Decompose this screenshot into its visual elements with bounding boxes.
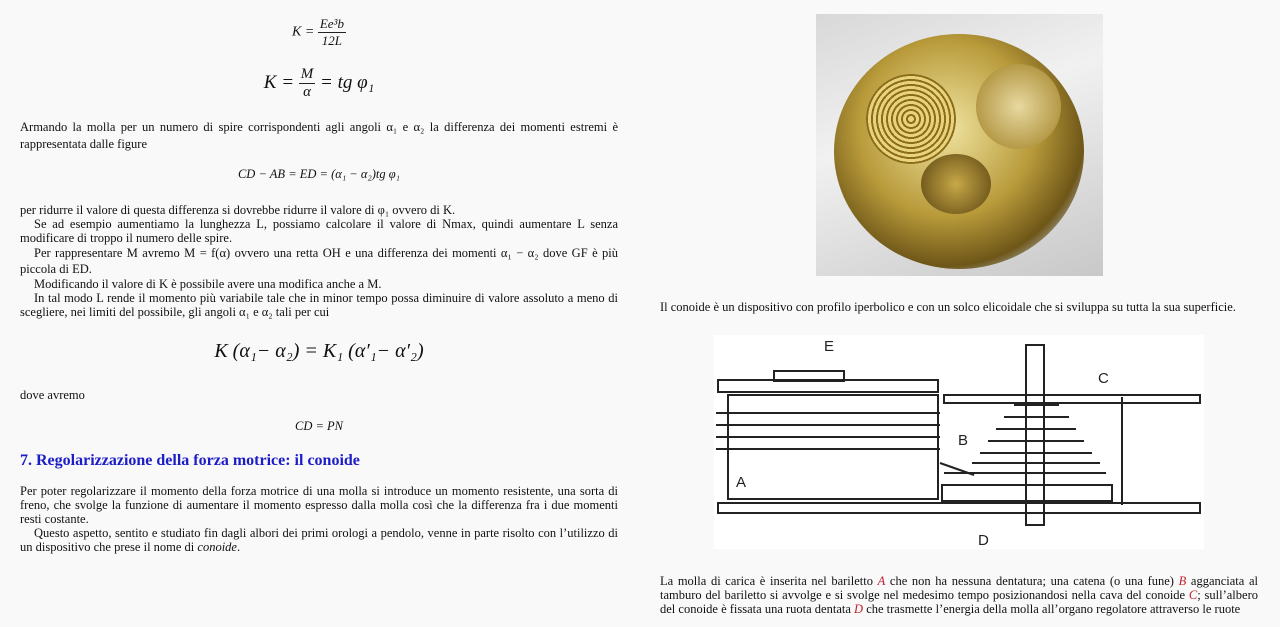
right-plate (944, 395, 1200, 403)
label-ref: B (1178, 574, 1187, 588)
text: La molla di carica è inserita nel bariletto (660, 574, 878, 588)
text: che trasmette l’energia della molla all’organo regolatore attraverso le ruote (863, 602, 1241, 616)
formula-rhs: = tg φ₁ (320, 71, 375, 93)
term: conoide (197, 540, 237, 554)
formula-k (20, 16, 618, 49)
bottom-plate (718, 503, 1200, 513)
label-ref: C (1188, 588, 1198, 602)
label-d: D (978, 532, 989, 549)
numerator: Ee³b (319, 16, 344, 31)
label-e: E (824, 338, 835, 355)
label-ref: A (877, 574, 886, 588)
label-ref: D (854, 602, 864, 616)
text: . (236, 540, 241, 554)
text: ; sull’albero del conoide è fissata una ruota dentata (660, 588, 1258, 616)
paragraph: per ridurre il valore di questa differenza si dovrebbe ridurre il valore di φ₁ ovvero di K. (20, 203, 456, 217)
image-caption: Il conoide è un dispositivo con profilo iperbolico e con un solco elicoidale che si sviluppa su tutta la sua superficie. (660, 300, 1236, 314)
paragraph: Armando la molla per un numero di spire corrispondenti agli angoli α₁ e α₂ la differenza dei momenti estremi è rappresentata dalle figure (20, 120, 618, 151)
section-heading: 7. Regolarizzazione della forza motrice: il conoide (20, 452, 360, 469)
text-block (20, 203, 618, 319)
formula-lhs: K = (263, 71, 295, 93)
conoide-diagram (714, 335, 1204, 549)
denominator: 12L (321, 33, 343, 48)
formula-k-alpha: K (α₁− α₂) = K₁ (α′₁− α′₂) (214, 340, 424, 362)
barrel (728, 395, 938, 499)
label-c: C (1098, 370, 1109, 387)
fraction (318, 16, 346, 49)
paragraph: Per rappresentare M avremo M = f(α) ovvero una retta OH e una differenza dei momenti α₁ − α₂ dove GF è più piccola di ED. (20, 246, 618, 276)
paragraph: Se ad esempio aumentiamo la lunghezza L, possiamo calcolare il valore di Nmax, quindi aumentare L senza modificare di troppo il numero delle spire. (20, 217, 618, 245)
paragraph: Per poter regolarizzare il momento della forza motrice di una molla si introduce un momento resistente, una sorta di freno, che svolge la funzione di aumentare il momento espresso dalla molla così che la differenza fra i due momenti resti costante. (20, 484, 618, 526)
watch-movement-photo (816, 14, 1103, 276)
paragraph: dove avremo (20, 388, 85, 402)
fraction (299, 66, 316, 101)
text: Questo aspetto, sentito e studiato fin dagli albori dei primi orologi a pendolo, venne in parte risolto con l’utilizzo di un dispositivo che prese il nome di (20, 526, 618, 554)
formula-k-m (20, 66, 618, 101)
label-a: A (736, 474, 747, 491)
text-block (20, 484, 618, 554)
paragraph: Modificando il valore di K è possibile avere una modifica anche a M. (34, 277, 382, 291)
paragraph (20, 526, 618, 554)
numerator: M (300, 66, 314, 82)
paragraph (660, 574, 1258, 616)
conoide-arbor (1026, 345, 1044, 525)
formula-lhs: K = (292, 24, 315, 40)
paragraph: In tal modo L rende il momento più variabile tale che in minor tempo possa diminuire di valore assoluto a meno di scegliere, nei limiti del possibile, gli angoli α₁ e α₂ tali per cui (20, 291, 618, 319)
formula-difference: CD − AB = ED = (α₁ − α₂)tg φ₁ (237, 167, 401, 181)
text: agganciata al tamburo del bariletto si avvolge e si svolge nel medesimo tempo posizionandosi nella cava del conoide (660, 574, 1258, 602)
denominator: α (303, 84, 311, 100)
label-b: B (958, 432, 969, 449)
text: che non ha nessuna dentatura; una catena (o una fune) (885, 574, 1179, 588)
formula-cd-pn: CD = PN (294, 419, 344, 433)
